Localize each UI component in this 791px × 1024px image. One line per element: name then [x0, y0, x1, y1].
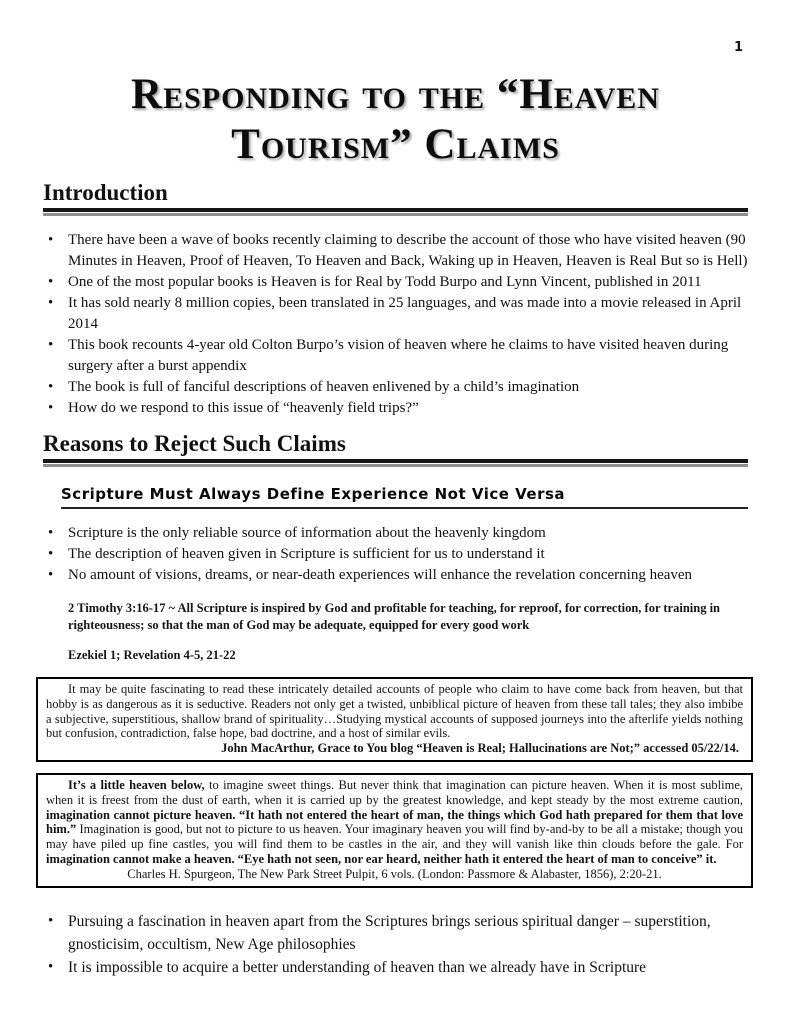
heading-rule [43, 208, 748, 216]
list-item: • It is impossible to acquire a better understanding of heaven than we already have in Scripture [43, 956, 748, 979]
quote-bold-segment: imagination cannot picture heaven. “It hath not entered the heart of man, the things which God hath prepared for them that love him.” [46, 807, 743, 837]
subsection-heading-scripture: Scripture Must Always Define Experience Not Vice Versa [61, 485, 748, 509]
scripture-passage: 2 Timothy 3:16-17 ~ All Scripture is inspired by God and profitable for teaching, for reproof, for correction, for training in righteousness; so that the man of God may be adequate, equipped for every good work [68, 601, 720, 632]
page-number: 1 [733, 40, 743, 55]
spurgeon-quote-box [36, 773, 753, 888]
quote-bold-segment: imagination cannot make a heaven. “Eye hath not seen, nor ear heard, neither hath it entered the heart of man to conceive” it. [46, 851, 717, 866]
scripture-references: Ezekiel 1; Revelation 4-5, 21-22 [68, 648, 236, 662]
quote-segment: Imagination is good, but not to picture to us heaven. Your imaginary heaven you will find by-and-by to be all a mistake; though you may have piled up fine castles, you will find them to be castles in the air, and they will vanish like thin clouds before the gale. For [46, 822, 743, 852]
intro-bullet-list [43, 230, 748, 419]
list-item: • The description of heaven given in Scripture is sufficient for us to understand it [43, 544, 748, 565]
closing-bullet-list [43, 910, 748, 979]
list-item: • How do we respond to this issue of “heavenly field trips?” [43, 398, 748, 419]
list-item: • There have been a wave of books recently claiming to describe the account of those who have visited heaven (90 Minutes in Heaven, Proof of Heaven, To Heaven and Back, Waking up in Heaven, Heaven is Real But so is Hell) [43, 230, 748, 272]
list-item: • This book recounts 4-year old Colton Burpo’s vision of heaven where he claims to have visited heaven during surgery after a burst appendix [43, 335, 748, 377]
heading-rule [43, 459, 748, 467]
list-item: • Pursuing a fascination in heaven apart from the Scriptures brings serious spiritual danger – superstition, gnosticisim, occultism, New Age philosophies [43, 910, 748, 956]
spurgeon-quote-text [46, 778, 743, 867]
section-heading-reasons: Reasons to Reject Such Claims [43, 431, 346, 456]
document-title-line-1: Responding to the “Heaven [131, 71, 660, 118]
macarthur-attribution: John MacArthur, Grace to You blog “Heaven is Real; Hallucinations are Not;” accessed 05/22/14. [221, 741, 739, 756]
list-item: • It has sold nearly 8 million copies, been translated in 25 languages, and was made into a movie released in April 2014 [43, 293, 748, 335]
document-title [0, 70, 791, 170]
quote-segment: to imagine sweet things. But never think that imagination can picture heaven. When it is most sublime, when it is freest from the dust of earth, when it is carried up by the greatest knowledge, and kept steady by the most extreme caution, [46, 777, 743, 807]
document-body [0, 180, 791, 979]
reasons-bullet-list [43, 523, 748, 586]
quote-bold-segment: It’s a little heaven below, [68, 777, 205, 792]
spurgeon-attribution: Charles H. Spurgeon, The New Park Street Pulpit, 6 vols. (London: Passmore & Alabaster, 1856), 2:20-21. [127, 866, 662, 881]
section-heading-introduction: Introduction [43, 180, 168, 205]
list-item: • Scripture is the only reliable source of information about the heavenly kingdom [43, 523, 748, 544]
macarthur-quote-text: It may be quite fascinating to read these intricately detailed accounts of people who claim to have come back from heaven, but that hobby is as dangerous as it is seductive. Readers not only get a twisted, unbiblical picture of heaven from these tall tales; they also imbibe a subjective, superstitious, shallow brand of spirituality…Studying mystical accounts of supposed journeys into the afterlife yields nothing but confusion, contradiction, false hope, bad doctrine, and a host of similar evils. [46, 682, 743, 741]
list-item: • One of the most popular books is Heaven is for Real by Todd Burpo and Lynn Vincent, published in 2011 [43, 272, 748, 293]
macarthur-quote-box [36, 677, 753, 762]
document-title-line-2: Tourism” Claims [231, 121, 560, 168]
list-item: • The book is full of fanciful descriptions of heaven enlivened by a child’s imagination [43, 377, 748, 398]
list-item: • No amount of visions, dreams, or near-death experiences will enhance the revelation concerning heaven [43, 565, 748, 586]
